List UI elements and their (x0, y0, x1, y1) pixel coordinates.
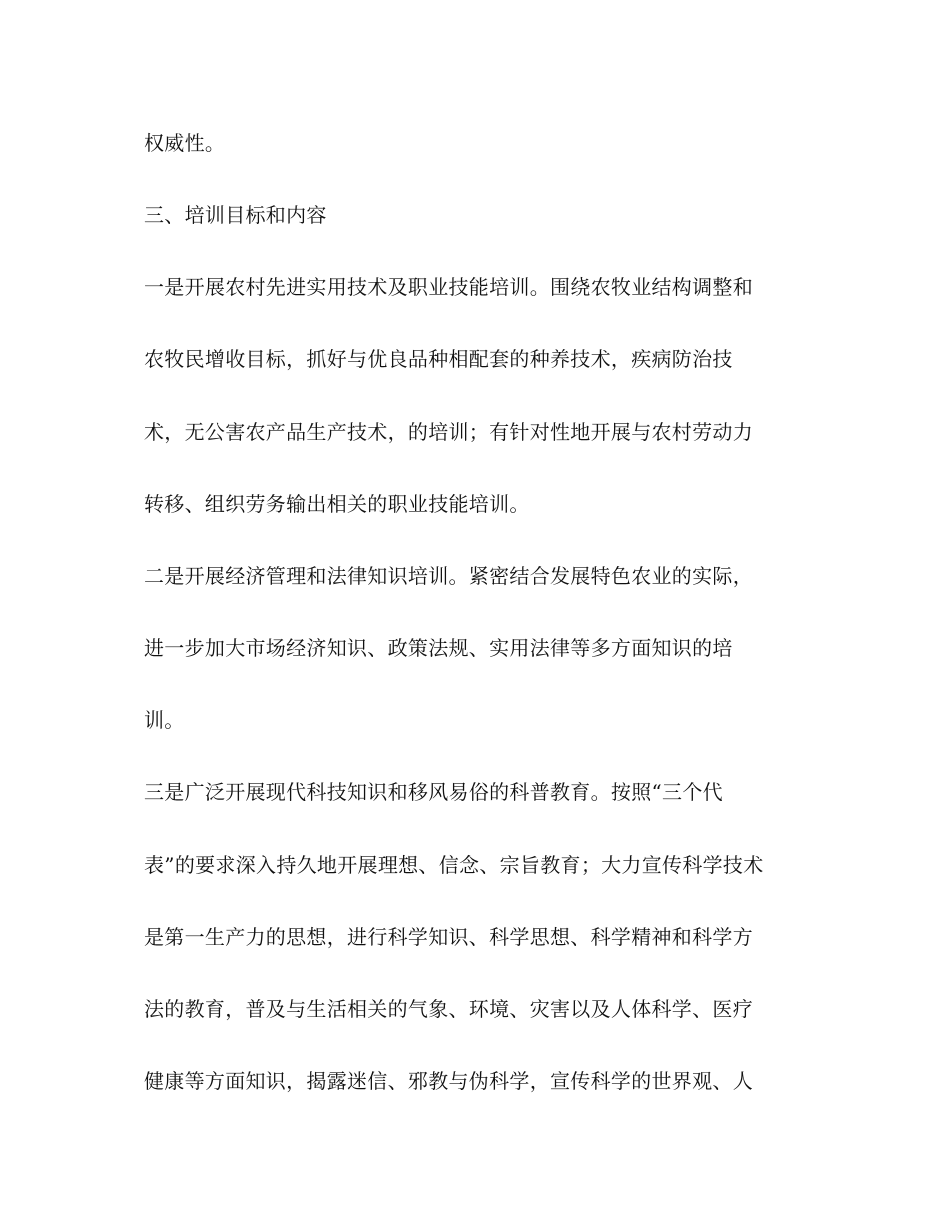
text-line: 一是开展农村先进实用技术及职业技能培训。围绕农牧业结构调整和 (144, 275, 753, 299)
text-line: 权威性。 (144, 131, 226, 155)
text-line: 转移、组织劳务输出相关的职业技能培训。 (144, 492, 530, 516)
text-line: 训。 (144, 708, 185, 732)
text-line: 术，无公害农产品生产技术，的培训；有针对性地开展与农村劳动力 (144, 420, 753, 444)
text-line: 三是广泛开展现代科技知识和移风易俗的科普教育。按照“三个代 (144, 780, 723, 804)
text-line: 二是开展经济管理和法律知识培训。紧密结合发展特色农业的实际， (144, 564, 753, 588)
text-line: 健康等方面知识，揭露迷信、邪教与伪科学，宣传科学的世界观、人 (144, 1069, 753, 1093)
text-line: 是第一生产力的思想，进行科学知识、科学思想、科学精神和科学方 (144, 925, 753, 949)
text-line: 进一步加大市场经济知识、政策法规、实用法律等多方面知识的培 (144, 636, 733, 660)
text-line: 农牧民增收目标，抓好与优良品种相配套的种养技术，疾病防治技 (144, 347, 733, 371)
text-line: 法的教育，普及与生活相关的气象、环境、灾害以及人体科学、医疗 (144, 997, 753, 1021)
text-line: 表”的要求深入持久地开展理想、信念、宗旨教育；大力宣传科学技术 (144, 853, 764, 877)
section-heading: 三、培训目标和内容 (144, 203, 327, 227)
